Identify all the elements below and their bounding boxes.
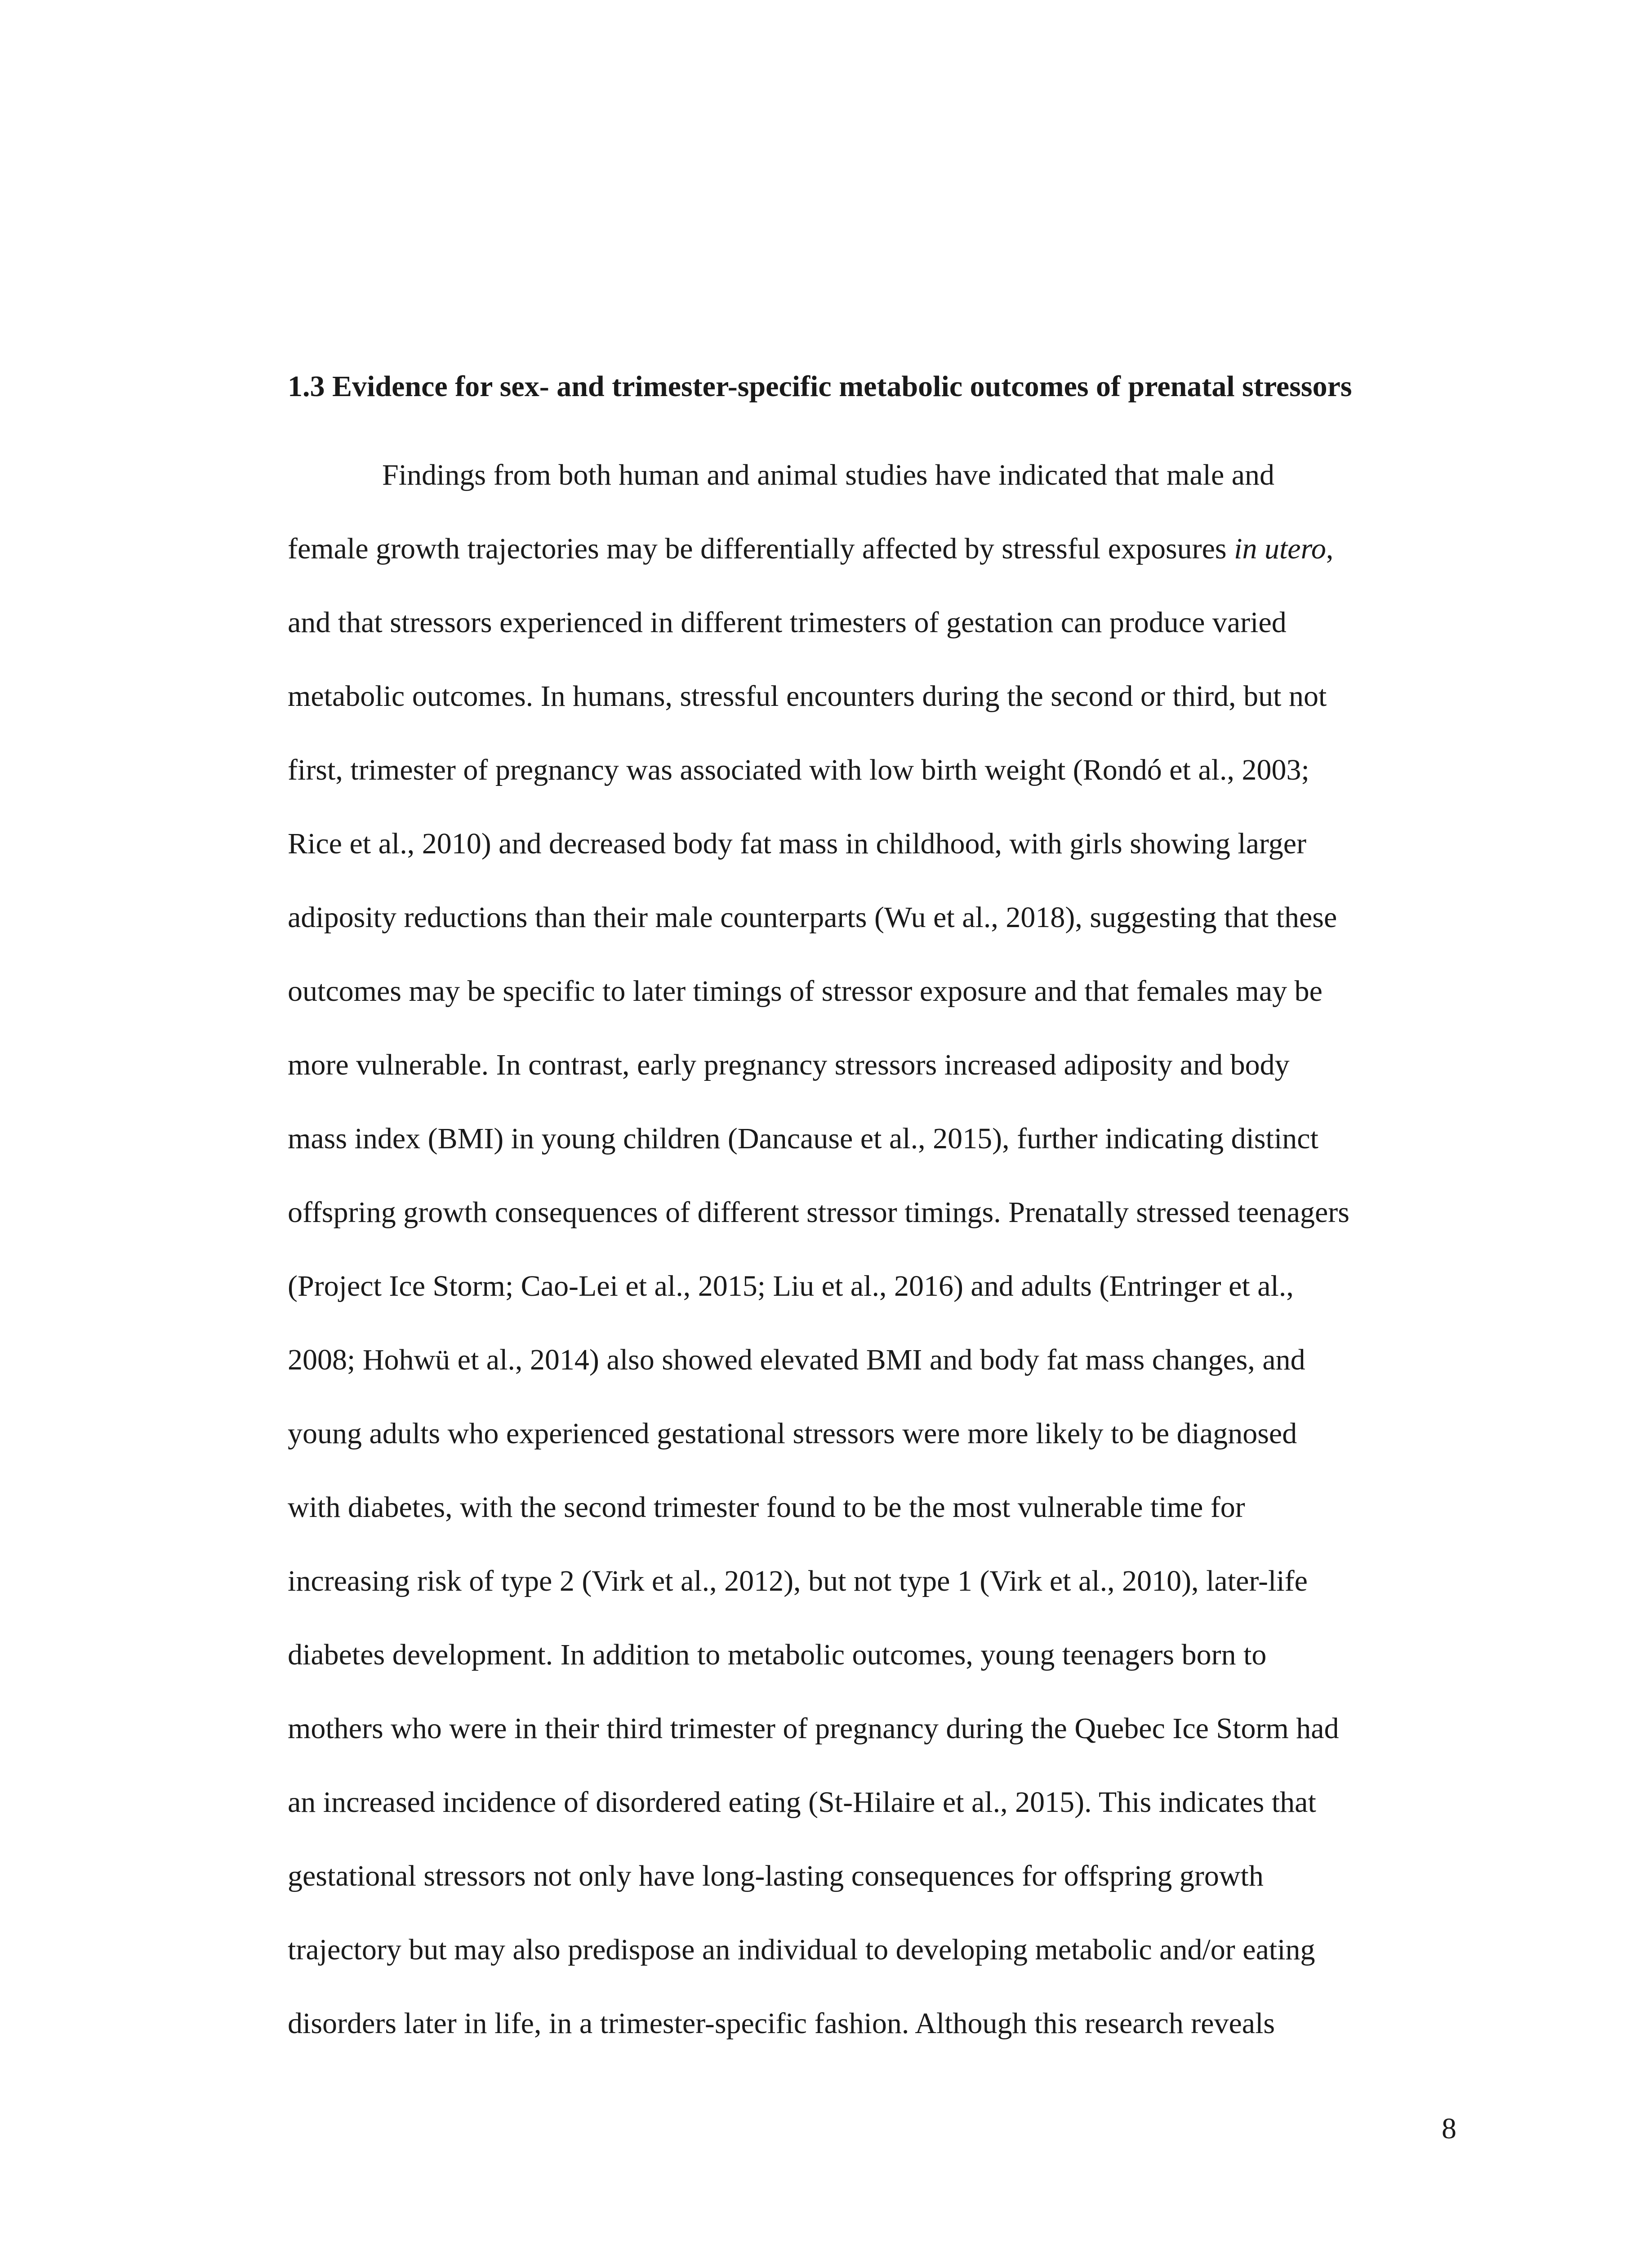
paragraph-line [288,512,1474,586]
paragraph-line: gestational stressors not only have long-lasting consequences for offspring growth [288,1860,1264,1892]
paragraph-line: an increased incidence of disordered eating (St-Hilaire et al., 2015). This indicates that [288,1786,1316,1819]
paragraph-line: with diabetes, with the second trimester found to be the most vulnerable time for [288,1491,1245,1524]
paragraph-line: (Project Ice Storm; Cao-Lei et al., 2015; Liu et al., 2016) and adults (Entringer et al., [288,1270,1294,1302]
paragraph-line: increasing risk of type 2 (Virk et al., 2012), but not type 1 (Virk et al., 2010), later-life [288,1565,1308,1597]
paragraph-line: metabolic outcomes. In humans, stressful encounters during the second or third, but not [288,680,1327,713]
line-text: female growth trajectories may be differentially affected by stressful exposures [288,532,1234,565]
body-paragraph [288,438,1474,2061]
page-number: 8 [1442,2112,1456,2145]
paragraph-line: outcomes may be specific to later timings of stressor exposure and that females may be [288,975,1322,1008]
paragraph-line: mothers who were in their third trimester of pregnancy during the Quebec Ice Storm had [288,1712,1339,1745]
paragraph-line: young adults who experienced gestational stressors were more likely to be diagnosed [288,1417,1297,1450]
paragraph-line: diabetes development. In addition to metabolic outcomes, young teenagers born to [288,1638,1267,1671]
paragraph-line: 2008; Hohwü et al., 2014) also showed elevated BMI and body fat mass changes, and [288,1343,1305,1376]
italic-term: in utero [1234,532,1326,565]
paragraph-line: and that stressors experienced in different trimesters of gestation can produce varied [288,606,1287,639]
paragraph-line: more vulnerable. In contrast, early pregnancy stressors increased adiposity and body [288,1048,1290,1081]
paragraph-line: offspring growth consequences of different stressor timings. Prenatally stressed teenagers [288,1196,1349,1229]
paragraph-line: first, trimester of pregnancy was associated with low birth weight (Rondó et al., 2003; [288,754,1309,786]
paragraph-line: Findings from both human and animal studies have indicated that male and [382,459,1275,491]
paragraph-line: trajectory but may also predispose an individual to developing metabolic and/or eating [288,1933,1315,1966]
paragraph-line: Rice et al., 2010) and decreased body fat mass in childhood, with girls showing larger [288,827,1307,860]
paragraph-line: adiposity reductions than their male counterparts (Wu et al., 2018), suggesting that these [288,901,1337,934]
section-heading: 1.3 Evidence for sex- and trimester-specific metabolic outcomes of prenatal stressors [288,370,1352,403]
paragraph-line: disorders later in life, in a trimester-specific fashion. Although this research reveals [288,2007,1275,2040]
line-punctuation: , [1326,532,1334,565]
paragraph-line: mass index (BMI) in young children (Dancause et al., 2015), further indicating distinct [288,1122,1318,1155]
